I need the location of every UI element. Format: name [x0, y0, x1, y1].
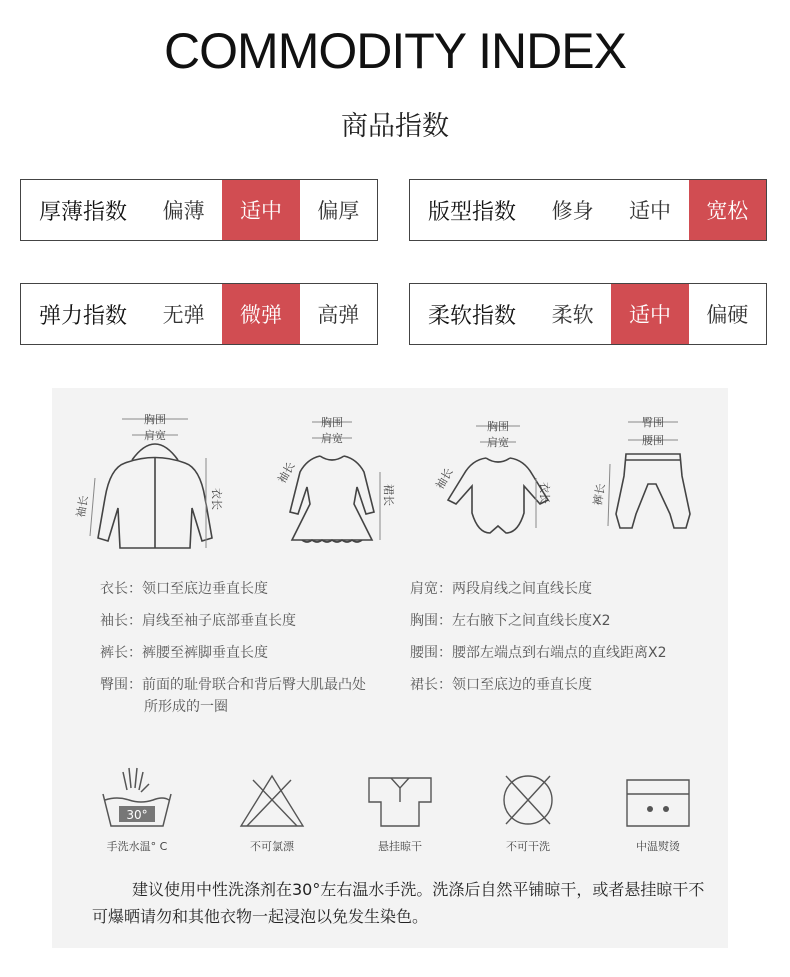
page-subtitle: 商品指数 — [341, 111, 449, 142]
index-option: 偏厚 — [317, 199, 360, 223]
index-option: 修身 — [551, 199, 594, 223]
elasticity-index — [20, 283, 378, 345]
care-label: 中温熨烫 — [636, 840, 680, 853]
care-label: 手洗水温° C — [106, 840, 168, 853]
no-bleach-icon — [237, 772, 307, 830]
shoulder-label: 肩宽 — [487, 436, 509, 449]
medium-iron-icon — [623, 774, 693, 830]
fit-index — [409, 179, 767, 241]
measurement-item: 衣长：领口至底边垂直长度 — [100, 581, 268, 597]
measurement-item: 裙长：领口至底边的垂直长度 — [410, 677, 592, 693]
hang-dry-icon — [363, 772, 437, 830]
hand-wash-icon — [97, 766, 177, 830]
temp-label: 30° — [126, 808, 148, 822]
softness-index — [409, 283, 767, 345]
care-label: 不可干洗 — [506, 840, 550, 853]
hand-wash-care — [92, 766, 182, 854]
skirt-label: 裙长 — [382, 484, 395, 506]
measurement-item: 腰围：腰部左端点到右端点的直线距离X2 — [410, 645, 667, 661]
chest-label: 胸围 — [487, 420, 509, 433]
length-label: 衣长 — [538, 482, 551, 504]
romper-icon — [428, 418, 568, 548]
measurement-item: 裤长：裤腰至裤脚垂直长度 — [100, 645, 268, 661]
index-option: 偏薄 — [162, 199, 205, 223]
sleeve-label: 袖长 — [433, 465, 456, 492]
index-label: 弹力指数 — [38, 303, 127, 329]
sleeve-label: 袖长 — [275, 459, 298, 486]
sleeve-label: 袖长 — [74, 494, 91, 519]
no-dry-clean-icon — [496, 770, 560, 830]
index-label: 厚薄指数 — [38, 199, 127, 225]
dress-icon — [262, 412, 402, 552]
length-label: 衣长 — [210, 488, 223, 510]
dress-diagram — [262, 412, 402, 552]
care-instructions: 建议使用中性洗涤剂在30°左右温水手洗。洗涤后自然平铺晾干，或者悬挂晾干不可爆晒请勿和其他衣物一起浸泡以免发生染色。 — [92, 880, 705, 926]
waist-label: 腰围 — [642, 434, 664, 447]
measurement-item: 袖长：肩线至袖子底部垂直长度 — [100, 613, 296, 629]
measurement-item: 肩宽：两段肩线之间直线长度 — [410, 581, 592, 597]
chest-label: 胸围 — [321, 416, 343, 429]
shoulder-label: 肩宽 — [321, 432, 343, 445]
pants-diagram — [591, 414, 708, 544]
index-option: 高弹 — [317, 303, 360, 327]
index-option-selected: 适中 — [611, 284, 688, 344]
medium-iron-care — [618, 774, 698, 854]
romper-diagram — [428, 418, 568, 548]
hang-dry-care — [358, 772, 442, 854]
index-option-selected: 宽松 — [689, 180, 766, 240]
index-option: 适中 — [628, 199, 671, 223]
index-option-selected: 微弹 — [222, 284, 299, 344]
thickness-index — [20, 179, 378, 241]
shoulder-label: 肩宽 — [144, 429, 166, 442]
care-label: 悬挂晾干 — [378, 840, 422, 853]
pants-icon — [591, 414, 708, 544]
no-bleach-care — [230, 772, 314, 854]
coat-diagram — [74, 408, 230, 558]
care-label: 不可氯漂 — [250, 840, 294, 853]
measurement-item: 臀围：前面的耻骨联合和背后臀大肌最凸处 — [100, 677, 366, 693]
index-label: 柔软指数 — [427, 303, 516, 329]
index-option: 偏硬 — [706, 303, 749, 327]
hip-label: 臀围 — [642, 416, 664, 429]
coat-icon — [74, 408, 230, 558]
index-option: 柔软 — [551, 303, 594, 327]
measurement-note: 所形成的一圈 — [144, 699, 228, 715]
index-option: 无弹 — [162, 303, 205, 327]
chest-label: 胸围 — [144, 413, 166, 426]
length-label: 裤长 — [591, 482, 608, 507]
no-dry-clean-care — [488, 770, 568, 854]
measurement-item: 胸围：左右腋下之间直线长度X2 — [410, 613, 611, 629]
page-title: COMMODITY INDEX — [164, 23, 626, 79]
index-label: 版型指数 — [427, 199, 516, 225]
index-option-selected: 适中 — [222, 180, 299, 240]
